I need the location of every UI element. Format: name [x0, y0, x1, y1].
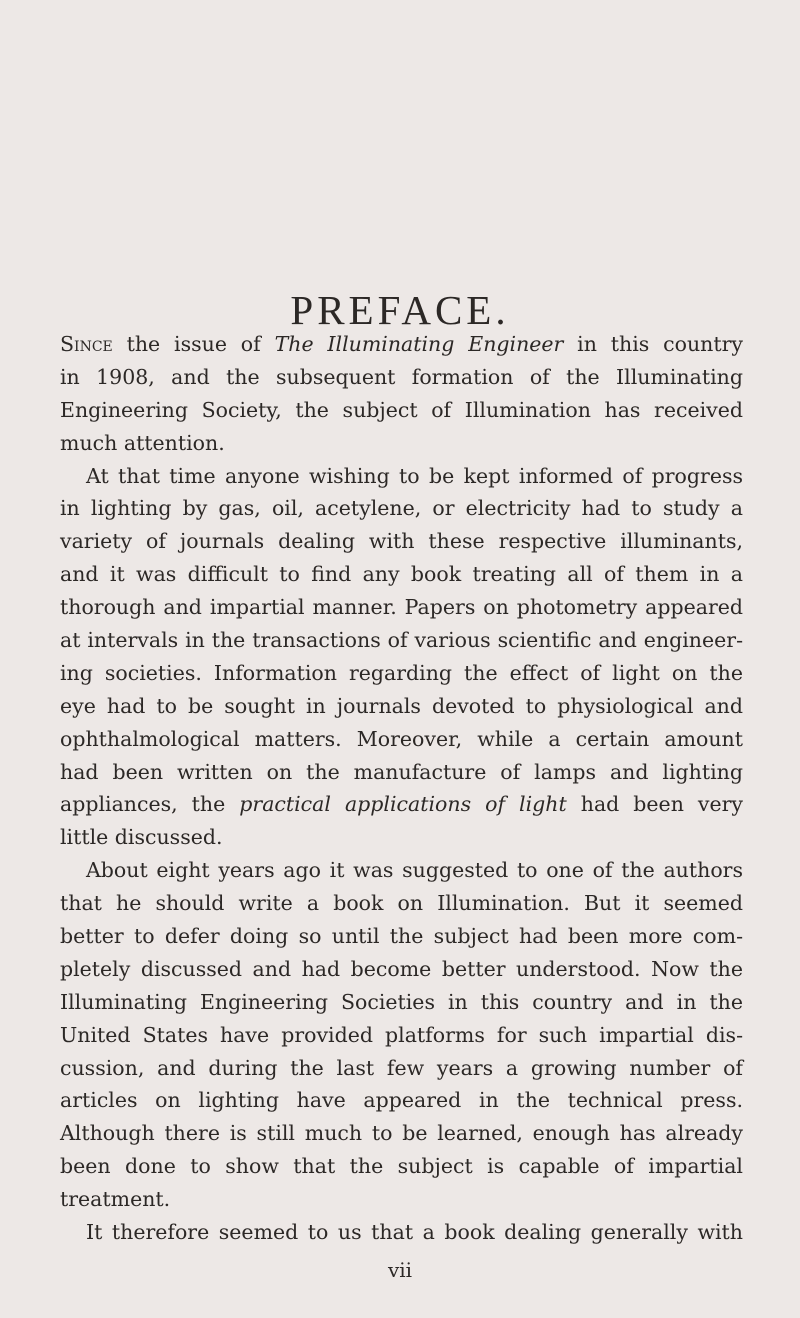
text-run: the issue of	[112, 332, 275, 356]
text-run: appliances, the	[60, 792, 240, 816]
paragraph-2-line-5: thorough and impartial manner. Papers on photometry appeared	[60, 595, 743, 619]
page-number: vii	[387, 1258, 413, 1282]
paragraph-4-line-1: It therefore seemed to us that a book dealing generally with	[86, 1220, 743, 1244]
text-run: in this country	[563, 332, 743, 356]
paragraph-3-line-10: been done to show that the subject is capable of impartial	[60, 1154, 743, 1178]
paragraph-2-line-3: variety of journals dealing with these respective illuminants,	[60, 529, 743, 553]
paragraph-3-line-5: Illuminating Engineering Societies in this country and in the	[60, 990, 743, 1014]
paragraph-3-line-4: pletely discussed and had become better understood. Now the	[60, 957, 743, 981]
paragraph-2-line-8: eye had to be sought in journals devoted to physiological and	[60, 694, 743, 718]
paragraph-2-line-10: had been written on the manufacture of lamps and lighting	[60, 760, 743, 784]
paragraph-3-line-8: articles on lighting have appeared in the technical press.	[60, 1088, 743, 1112]
paragraph-3-line-1: About eight years ago it was suggested to one of the authors	[86, 858, 743, 882]
paragraph-2-line-7: ing societies. Information regarding the effect of light on the	[60, 661, 743, 685]
drop-word: Since	[60, 332, 113, 356]
paragraph-2-line-4: and it was difficult to find any book treating all of them in a	[60, 562, 743, 586]
paragraph-1-line-4: much attention.	[60, 431, 225, 455]
paragraph-3-line-2: that he should write a book on Illumination. But it seemed	[60, 891, 743, 915]
paragraph-2-line-12: little discussed.	[60, 825, 223, 849]
paragraph-3-line-9: Although there is still much to be learned, enough has already	[60, 1121, 743, 1145]
paragraph-3-line-3: better to defer doing so until the subject had been more com-	[60, 924, 743, 948]
emphasis: practical applications of light	[239, 792, 567, 816]
paragraph-1-line-2: in 1908, and the subsequent formation of the Illuminating	[60, 365, 743, 389]
paragraph-2-line-2: in lighting by gas, oil, acetylene, or electricity had to study a	[60, 496, 743, 520]
page-title: PREFACE.	[290, 287, 510, 333]
text-run: had been very	[566, 792, 744, 816]
paragraph-2-line-6: at intervals in the transactions of various scientific and engineer-	[60, 628, 743, 652]
paragraph-2-line-9: ophthalmological matters. Moreover, while a certain amount	[60, 727, 743, 751]
paragraph-2-line-11	[60, 788, 743, 821]
paragraph-3-line-7: cussion, and during the last few years a growing number of	[60, 1056, 743, 1080]
paragraph-1-line-3: Engineering Society, the subject of Illumination has received	[60, 398, 743, 422]
paragraph-3-line-6: United States have provided platforms for such impartial dis-	[60, 1023, 743, 1047]
paragraph-2-line-1: At that time anyone wishing to be kept informed of progress	[86, 464, 743, 488]
journal-title: The Illuminating Engineer	[274, 332, 564, 356]
paragraph-1-line-1	[60, 328, 743, 361]
paragraph-3-line-11: treatment.	[60, 1187, 171, 1211]
